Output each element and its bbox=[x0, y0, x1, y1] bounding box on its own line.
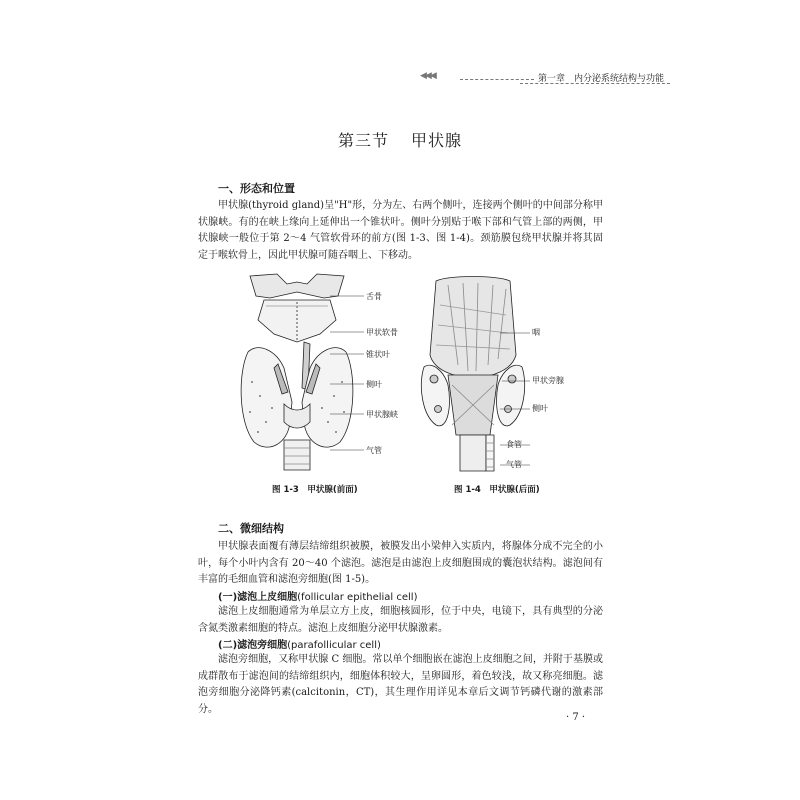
label-trachea-back: 气管 bbox=[506, 460, 522, 469]
paragraph-follicular-cell: 滤泡上皮细胞通常为单层立方上皮，细胞核圆形，位于中央，电镜下，具有典型的分泌含氮类激素细胞的特点。滤泡上皮细胞分泌甲状腺激素。 bbox=[198, 606, 603, 634]
running-head-underline bbox=[520, 83, 670, 84]
section-name: 甲状腺 bbox=[411, 131, 463, 150]
paragraph-microstructure: 甲状腺表面覆有薄层结缔组织被膜，被膜发出小梁伸入实质内，将腺体分成不完全的小叶，每个小叶内含有 20～40 个滤泡。滤泡是由滤泡上皮细胞围成的囊泡状结构。滤泡间有丰富的毛细血管和滤泡旁细胞(图 1-5)。 bbox=[198, 541, 603, 585]
paragraph-parafollicular-cell: 滤泡旁细胞，又称甲状腺 C 细胞。常以单个细胞嵌在滤泡上皮细胞之间，并附于基膜或成群散布于滤泡间的结缔组织内，细胞体积较大，呈卵圆形，着色较浅，故又称亮细胞。滤泡旁细胞分泌降钙素(calcitonin，CT)，其生理作用详见本章后文调节钙磷代谢的激素部分。 bbox=[198, 654, 603, 715]
running-head-text: 第一章 内分泌系统结构与功能 bbox=[538, 74, 665, 84]
label-trachea-front: 气管 bbox=[366, 446, 382, 455]
caption-figure-1-4: 图 1-4 甲状腺(后面) bbox=[454, 485, 540, 495]
running-head bbox=[420, 70, 670, 86]
label-thyroid-cartilage: 甲状软骨 bbox=[366, 328, 398, 337]
label-lateral-lobe-back: 侧叶 bbox=[532, 404, 548, 413]
label-pyramidal-lobe: 锥状叶 bbox=[366, 350, 390, 359]
section-number: 第三节 bbox=[337, 131, 389, 150]
caption-figure-1-3: 图 1-3 甲状腺(前面) bbox=[272, 485, 358, 495]
paragraph-morphology: 甲状腺(thyroid gland)呈"H"形，分为左、右两个侧叶，连接两个侧叶的中间部分称甲状腺峡。有的在峡上缘向上延伸出一个锥状叶。侧叶分别贴于喉下部和气管上部的两侧，甲状腺峡一般位于第 2～4 气管软骨环的前方(图 1-3、图 1-4)。颈筋膜包绕甲状腺并将其固定于喉软骨上，因此甲状腺可随吞咽上、下移动。 bbox=[198, 200, 603, 261]
label-isthmus: 甲状腺峡 bbox=[366, 410, 398, 419]
page-number: · 7 · bbox=[566, 712, 586, 723]
figure-front-leaders bbox=[330, 290, 370, 460]
label-esophagus: 食管 bbox=[506, 440, 522, 449]
label-pharynx: 咽 bbox=[532, 328, 540, 337]
label-lateral-lobe-front: 侧叶 bbox=[366, 380, 382, 389]
subheading-parafollicular-english: (parafollicular cell) bbox=[287, 640, 381, 651]
label-parathyroid: 甲状旁腺 bbox=[532, 376, 564, 385]
subheading-parafollicular-title: (二)滤泡旁细胞 bbox=[218, 640, 288, 651]
subheading-follicular-english: (follicular epithelial cell) bbox=[297, 592, 418, 603]
subheading-parafollicular-cell bbox=[218, 636, 381, 651]
section-title bbox=[0, 128, 800, 151]
running-head-arrows: ◀◀◀ bbox=[420, 71, 435, 81]
running-head-rule bbox=[460, 79, 534, 80]
heading-morphology: 一、形态和位置 bbox=[218, 182, 295, 195]
subheading-follicular-title: (一)滤泡上皮细胞 bbox=[218, 592, 298, 603]
figure-back-leaders bbox=[500, 325, 536, 475]
label-hyoid: 舌骨 bbox=[366, 292, 382, 301]
subheading-follicular-cell bbox=[218, 588, 418, 603]
heading-microstructure: 二、微细结构 bbox=[218, 522, 284, 535]
